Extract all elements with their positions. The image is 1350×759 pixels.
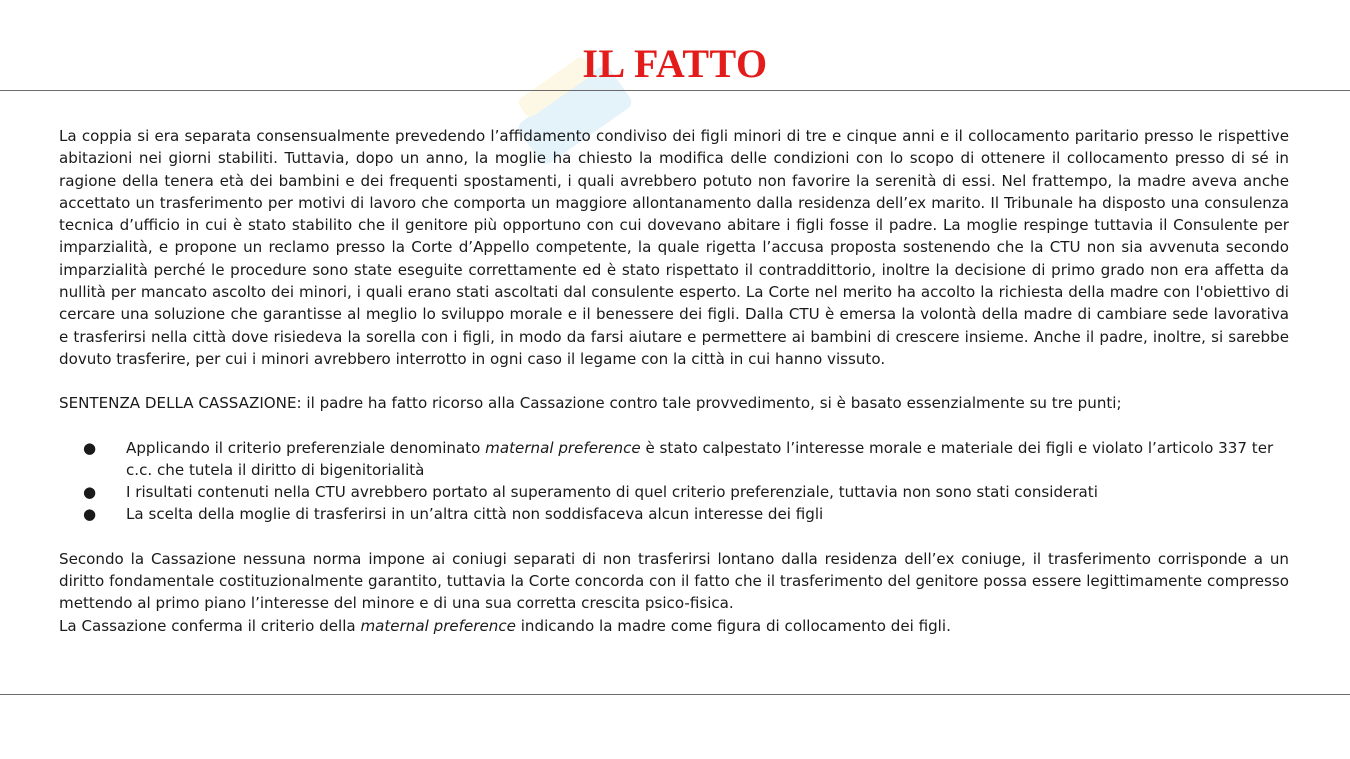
sentence-intro-paragraph: SENTENZA DELLA CASSAZIONE: il padre ha fatto ricorso alla Cassazione contro tale provvedimento, si è basato essenzialmente su tre punti;: [59, 394, 1122, 413]
bullet-icon: ●: [83, 438, 97, 457]
bullet-icon: ●: [83, 505, 97, 524]
bottom-divider: [0, 694, 1350, 695]
fact-paragraph: La coppia si era separata consensualmente prevedendo l’affidamento condiviso dei figli minori di tre e cinque anni e il collocamento paritario presso le rispettive abitazioni nei giorni stabiliti. Tuttavia, dopo un anno, la moglie ha chiesto la modifica delle condizioni con lo scopo di ottenere il collocamento presso di sé in ragione della tenera età dei bambini e dei frequenti spostamenti, i quali avrebbero potuto non favorire la serenità di essi. Nel frattempo, la madre aveva anche accettato un trasferimento per motivi di lavoro che comporta un maggiore allontanamento dalla residenza dell’ex marito. Il Tribunale ha disposto una consulenza tecnica d’ufficio in cui è stato stabilito che il genitore più opportuno con cui dovevano abitare i figli fosse il padre. La moglie respinge tuttavia il Consulente per imparzialità, e propone un reclamo presso la Corte d’Appello competente, la quale rigetta l’accusa proposta sostenendo che la CTU non sia avvenuta secondo imparzialità perché le procedure sono state eseguite correttamente ed è stato rispettato il contraddittorio, inoltre la decisione di primo grado non era affetta da nullità per mancato ascolto dei minori, i quali erano stati ascoltati dal consulente esperto. La Corte nel merito ha accolto la richiesta della madre con l'obiettivo di cercare una soluzione che garantisse al meglio lo sviluppo morale e il benessere dei figli. Dalla CTU è emersa la volontà della madre di cambiare sede lavorativa e trasferirsi nella città dove risiedeva la sorella con i figli, in modo da farsi aiutare e permettere ai bambini di crescere insieme. Anche il padre, inoltre, si sarebbe dovuto trasferire, per cui i minori avrebbero interrotto in ogni caso il legame con la città in cui hanno vissuto.: [59, 127, 1289, 368]
list-item: ● Applicando il criterio preferenziale denominato maternal preference è stato calpestato l’interesse morale e materiale dei figli e violato l’articolo 337 ter c.c. che tutela il diritto di bigenitorialità: [83, 438, 1274, 479]
list-item: ● I risultati contenuti nella CTU avrebbero portato al superamento di quel criterio preferenziale, tuttavia non sono stati considerati: [59, 481, 1289, 503]
document-body: [59, 125, 1289, 637]
appeal-points-list: [59, 437, 1289, 526]
bullet-icon: ●: [83, 483, 97, 502]
list-item: ● La scelta della moglie di trasferirsi in un’altra città non soddisfaceva alcun interesse dei figli: [59, 503, 1289, 525]
ruling-paragraph: Secondo la Cassazione nessuna norma impone ai coniugi separati di non trasferirsi lontano dalla residenza dell’ex coniuge, il trasferimento corrisponde a un diritto fondamentale costituzionalmente garantito, tuttavia la Corte concorda con il fatto che il trasferimento del genitore possa essere legittimamente compresso mettendo al primo piano l’interesse del minore e di una sua corretta crescita psico-fisica.: [59, 549, 1289, 613]
conclusion-paragraph: La Cassazione conferma il criterio della maternal preference indicando la madre come figura di collocamento dei figli.: [59, 616, 951, 635]
top-divider: [0, 90, 1350, 91]
page-title: IL FATTO: [582, 41, 768, 86]
